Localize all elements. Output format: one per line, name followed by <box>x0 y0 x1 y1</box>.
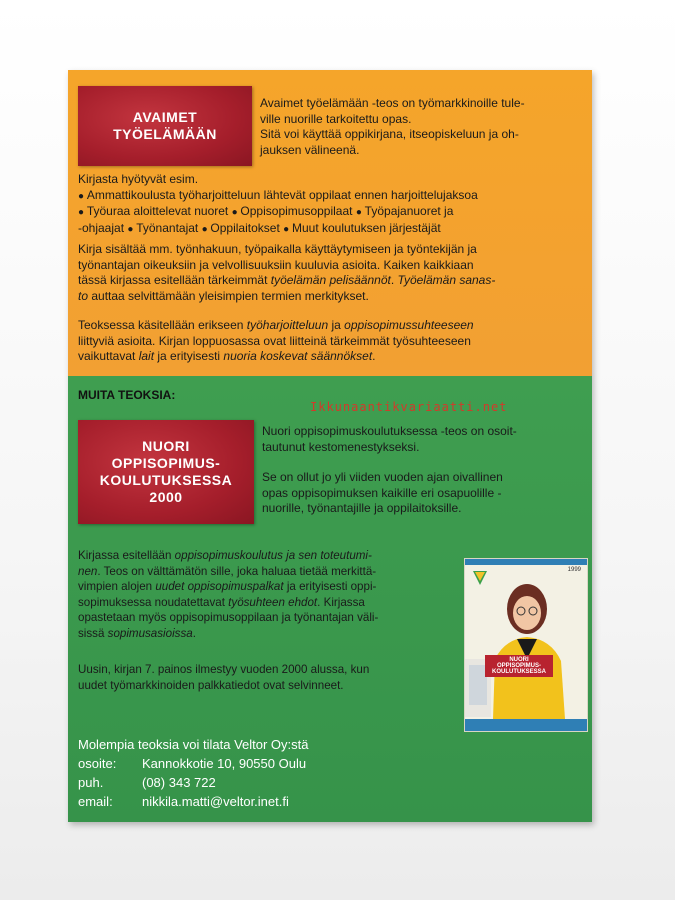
contact-value: (08) 343 722 <box>142 775 216 790</box>
bullet-icon: ● <box>283 223 292 235</box>
text-span: tässä kirjassa esitellään tärkeimmät <box>78 273 271 287</box>
title-line: KOULUTUKSESSA <box>99 472 233 488</box>
text-span: . <box>390 273 398 287</box>
cover-title-line: OPPISOPIMUS- <box>496 663 541 669</box>
italic-span: nen <box>78 564 98 578</box>
text-line: liittyviä asioita. Kirjan loppuosassa ovat liitteinä tärkeimmät työsuhteeseen <box>78 333 471 348</box>
text-span: vaikuttavat <box>78 349 139 363</box>
green-intro <box>262 424 588 455</box>
text-line: Sitä voi käyttää oppikirjana, itseopiskeluun ja oh- <box>260 127 519 141</box>
contact-value: Kannokkotie 10, 90550 Oulu <box>142 756 307 771</box>
text-line <box>78 595 458 611</box>
contact-key: puh. <box>78 775 104 790</box>
italic-span: Työelämän sanas- <box>397 273 496 287</box>
title-box-avaimet <box>78 86 252 166</box>
benefit-item: Muut koulutuksen järjestäjät <box>291 220 441 235</box>
text-line: työnantajan oikeuksiin ja velvollisuuksiin kuuluvia asioita. Kaiken kaikkiaan <box>78 257 474 272</box>
title-line: 2000 <box>149 489 183 505</box>
benefit-row <box>78 204 590 221</box>
italic-span: työsuhteen ehdot <box>228 595 318 609</box>
text-line <box>78 349 592 365</box>
text-line: uudet työmarkkinoiden palkkatiedot ovat selvinneet. <box>78 678 344 692</box>
other-works-heading: MUITA TEOKSIA: <box>78 388 176 402</box>
text-line: Nuori oppisopimuskoulutuksessa -teos on osoit- <box>262 424 517 438</box>
italic-span: nuoria koskevat säännökset <box>223 349 373 363</box>
text-span: sissä <box>78 626 108 640</box>
benefit-item: -ohjaajat <box>78 220 125 235</box>
text-line: tautunut kestomenestykseksi. <box>262 439 420 454</box>
bullet-icon: ● <box>231 207 241 218</box>
benefit-item: Ammattikoulusta työharjoitteluun lähtevät oppilaat ennen harjoittelujaksoa <box>86 187 478 202</box>
paragraph-2 <box>78 242 592 304</box>
text-span: ja <box>328 318 345 332</box>
contact-value: nikkila.matti@veltor.inet.fi <box>142 794 289 809</box>
text-span: ja erityisesti <box>154 349 224 363</box>
text-span: . <box>372 349 376 363</box>
intro-text <box>260 96 590 158</box>
text-line: opastetaan myös oppisopimusoppilaan ja työnantajan väli- <box>78 611 379 624</box>
bullet-icon: ● <box>201 223 211 235</box>
benefit-item: Työpajanuoret ja <box>364 204 454 218</box>
text-span: . Teos on välttämätön sille, joka haluaa tietää merkittä- <box>97 564 377 578</box>
cover-year: 1999 <box>567 567 581 573</box>
contact-key: osoite: <box>78 756 117 771</box>
green-para2 <box>262 470 588 517</box>
italic-span: sopimusasioissa <box>107 626 193 640</box>
contact-address <box>78 755 306 772</box>
text-line: ville nuorille tarkoitettu opas. <box>260 111 412 126</box>
green-para4 <box>78 662 458 693</box>
bullet-icon: ● <box>355 207 365 218</box>
text-line <box>78 318 592 334</box>
bullet-icon: ● <box>78 190 87 202</box>
text-line <box>78 273 592 289</box>
title-line: OPPISOPIMUS- <box>111 455 221 471</box>
text-line: Avaimet työelämään -teos on työmarkkinoille tule- <box>260 96 525 110</box>
benefit-row <box>78 188 590 205</box>
cover-illustration <box>465 559 587 731</box>
text-span: Teoksessa käsitellään erikseen <box>78 318 247 332</box>
text-line <box>78 289 592 305</box>
bullet-icon: ● <box>127 223 137 235</box>
book-back-cover <box>68 70 592 822</box>
cover-title-line: KOULUTUKSESSA <box>491 669 546 675</box>
text-span: . <box>192 626 196 640</box>
text-line: Se on ollut jo yli viiden vuoden ajan oivallinen <box>262 470 503 484</box>
contact-phone <box>78 774 216 791</box>
text-span: vimpien alojen <box>78 580 156 593</box>
title-line: NUORI <box>142 438 190 454</box>
benefit-item: Oppisopimusoppilaat <box>240 204 353 218</box>
benefit-item: Työnantajat <box>136 220 199 235</box>
italic-span: oppisopimussuhteeseen <box>344 318 474 332</box>
text-line <box>78 626 458 642</box>
italic-span: lait <box>138 349 155 363</box>
order-line: Molempia teoksia voi tilata Veltor Oy:stä <box>78 737 309 752</box>
italic-span: työelämän pelisäännöt <box>270 273 391 287</box>
italic-span: työharjoitteluun <box>246 318 329 332</box>
text-span: Kirjassa esitellään <box>78 549 175 562</box>
text-line: nuorille, työnantajille ja oppilaitoksille. <box>262 501 462 515</box>
benefit-row <box>78 221 590 238</box>
benefit-item: Oppilaitokset <box>210 220 280 235</box>
text-line: opas oppisopimuksen kaikille eri osapuolille - <box>262 485 502 500</box>
contact-key: email: <box>78 794 113 809</box>
title-box-nuori <box>78 420 254 524</box>
title-line: TYÖELÄMÄÄN <box>113 126 217 142</box>
green-para3 <box>78 548 458 641</box>
watermark: Ikkunaantikvariaatti.net <box>310 400 508 414</box>
italic-span: oppisopimuskoulutus ja sen toteutumi- <box>174 549 372 562</box>
text-line <box>78 579 458 595</box>
text-span: ja erityisesti oppi- <box>283 580 377 593</box>
benefit-heading: Kirjasta hyötyvät esim. <box>78 172 199 186</box>
text-line <box>78 548 458 564</box>
paragraph-3 <box>78 318 592 365</box>
cover-title <box>485 657 553 675</box>
orange-section <box>68 70 592 376</box>
text-line: jauksen välineenä. <box>260 142 360 157</box>
benefit-list <box>78 172 590 237</box>
italic-span: uudet oppisopimuspalkat <box>155 580 284 593</box>
text-span: sopimuksessa noudatettavat <box>78 595 229 609</box>
cover-title-line: NUORI <box>509 657 529 663</box>
contact-email <box>78 793 289 810</box>
bullet-icon: ● <box>78 207 87 218</box>
italic-span: to <box>78 288 89 303</box>
book-cover-thumbnail <box>464 558 588 732</box>
text-line: Uusin, kirjan 7. painos ilmestyy vuoden 2000 alussa, kun <box>78 663 370 676</box>
text-line: Kirja sisältää mm. työnhakuun, työpaikalla käyttäytymiseen ja työntekijän ja <box>78 242 477 256</box>
text-span: . Kirjassa <box>317 595 365 609</box>
benefit-item: Työuraa aloittelevat nuoret <box>86 204 229 218</box>
text-span: auttaa selvittämään yleisimpien termien merkitykset. <box>88 288 369 303</box>
title-line: AVAIMET <box>132 109 198 125</box>
text-line <box>78 564 458 580</box>
